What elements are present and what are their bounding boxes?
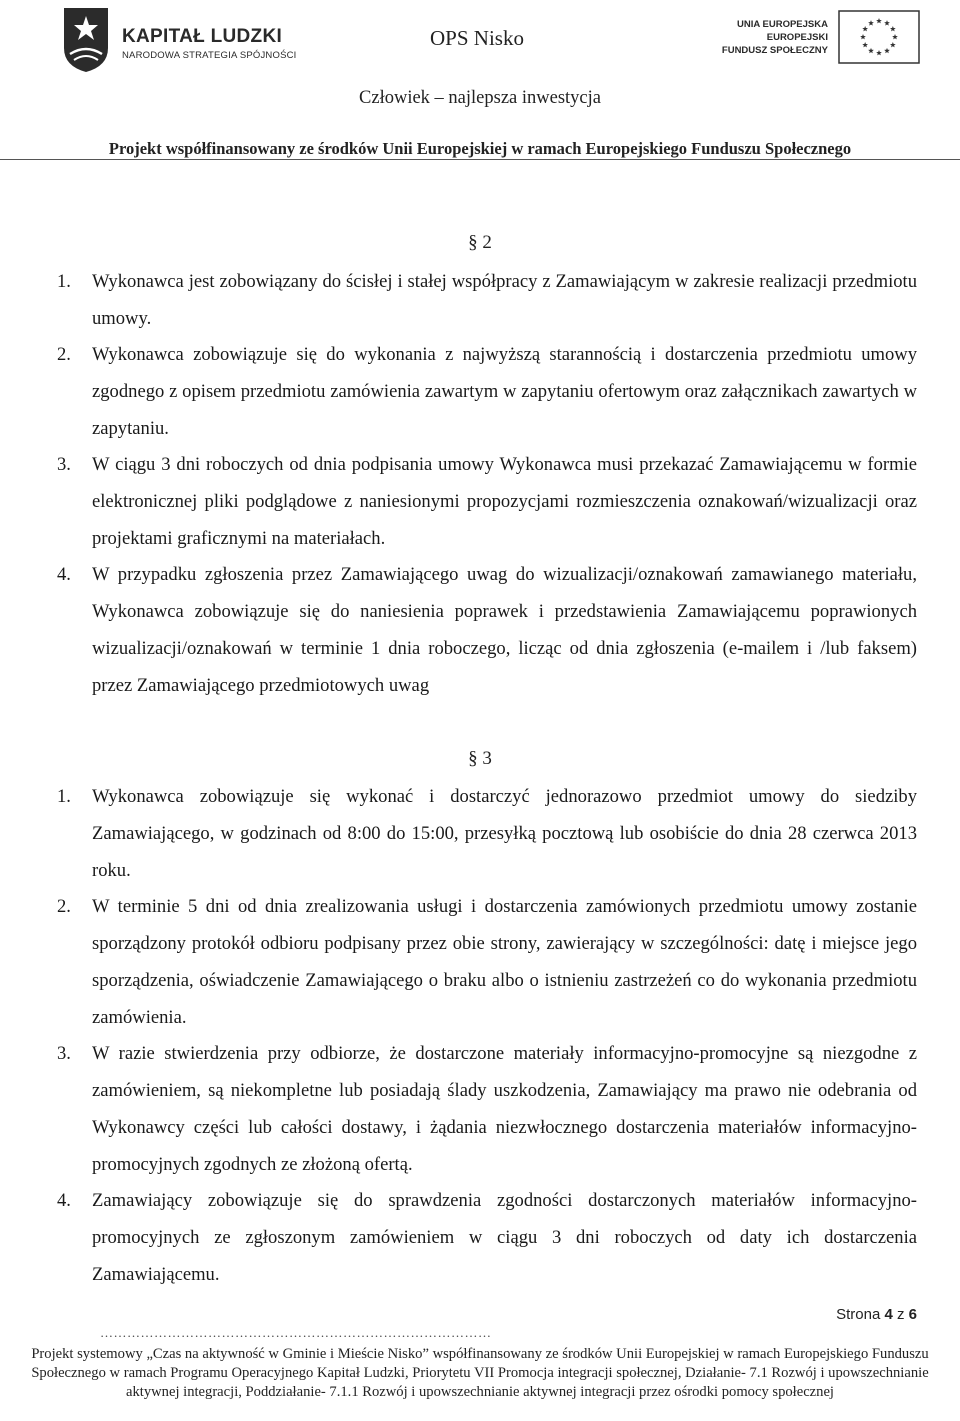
page-prefix: Strona [836,1306,881,1323]
item-text: Zamawiający zobowiązuje się do sprawdzenia zgodności dostarczonych materiałów informacyjno-promocyjnych ze zgłoszonym zamówieniem w ciągu 3 dni roboczych od daty ich dostarczenia Zamawiającemu. [92,1190,917,1285]
kapital-ludzki-logo [56,4,296,76]
section-2-title: § 2 [468,232,492,253]
eu-line-1: UNIA EUROPEJSKA [737,19,828,30]
item-number: 1. [57,271,71,292]
item-number: 3. [57,454,71,475]
item-number: 1. [57,786,71,807]
section-3-title: § 3 [468,748,492,769]
header-divider [0,159,960,160]
item-text: W terminie 5 dni od dnia zrealizowania usługi i dostarczenia zamówionych przedmiotu umowy zostanie sporządzony protokół odbioru podpisany przez obie strony, zawierający w szczególności: datę i miejsce jego sporządzenia, oświadczenie Zamawiającego o braku albo o istnieniu zastrzeżeń co do wykonania przedmiotu zamówienia. [92,896,917,1028]
section-3-item-4 [57,1182,917,1293]
page-total: 6 [908,1306,917,1323]
page-header [0,0,960,165]
eu-line-2: EUROPEJSKI [766,32,828,43]
section-2-item-3 [57,446,917,557]
section-3-item-3 [57,1035,917,1183]
kapital-ludzki-title: KAPITAŁ LUDZKI [122,26,283,47]
header-tagline: Człowiek – najlepsza inwestycja [359,88,601,108]
item-text: Wykonawca zobowiązuje się wykonać i dostarczyć jednorazowo przedmiot umowy do siedziby Zamawiającego, w godzinach od 8:00 do 15:00, przesyłką pocztową lub osobiście do dnia 28 czerwca 2013 roku. [92,786,917,881]
item-text: W ciągu 3 dni roboczych od dnia podpisania umowy Wykonawca musi przekazać Zamawiającemu w formie elektronicznej pliki podglądowe z naniesionymi propozycjami rozmieszczenia oznakowań/wizualizacji oraz projektami graficznymi na materiałach. [92,454,917,549]
item-number: 4. [57,564,71,585]
eu-logo [718,10,928,70]
page-current: 4 [884,1306,893,1323]
item-text: Wykonawca jest zobowiązany do ścisłej i stałej współpracy z Zamawiającym w zakresie realizacji przedmiotu umowy. [92,271,917,329]
section-3-item-2 [57,888,917,1036]
section-3-item-1 [57,778,917,889]
footer-dots: …………………………………………………………………………… [100,1325,492,1340]
eu-logo-text [722,18,828,57]
section-2-item-2 [57,336,917,447]
page-number [836,1306,917,1323]
eu-flag-icon [838,10,920,64]
header-center-title: OPS Nisko [430,26,524,50]
kapital-ludzki-subtitle: NARODOWA STRATEGIA SPÓJNOŚCI [122,50,297,61]
eu-line-3: FUNDUSZ SPOŁECZNY [721,45,828,56]
item-number: 4. [57,1190,71,1211]
section-2-item-1 [57,263,917,337]
item-text: W razie stwierdzenia przy odbiorze, że dostarczone materiały informacyjno-promocyjne są niezgodne z zamówieniem, są niekompletne lub posiadają ślady uszkodzenia, Zamawiający ma prawo nie odebrania od Wykonawcy części lub całości dostawy, i żądania niezwłocznego dostarczenia materiałów informacyjno-promocyjnych zgodnych ze złożoną ofertą. [92,1043,917,1175]
footer-project-text: Projekt systemowy „Czas na aktywność w Gminie i Mieście Nisko” współfinansowany ze środków Unii Europejskiej w ramach Europejskiego Funduszu Społecznego w ramach Programu Operacyjnego Kapitał Ludzki, Priorytetu VII Promocja integracji społecznej, Działanie- 7.1 Rozwój i upowszechnianie aktywnej integracji, Poddziałanie- 7.1.1 Rozwój i upowszechnianie aktywnej integracji przez ośrodki pomocy społecznej [31,1346,929,1400]
kapital-ludzki-emblem-icon [56,4,118,74]
item-text: W przypadku zgłoszenia przez Zamawiającego uwag do wizualizacji/oznakowań zamawianego materiału, Wykonawca zobowiązuje się do naniesienia poprawek i przedstawienia Zamawiającemu poprawionych wizualizacji/oznakowań w terminie 1 dnia roboczego, licząc od dnia zgłoszenia (e-mailem i /lub faksem) przez Zamawiającego przedmiotowych uwag [92,564,917,696]
page-separator: z [896,1306,905,1323]
header-cofinancing: Projekt współfinansowany ze środków Unii Europejskiej w ramach Europejskiego Funduszu Społecznego [108,139,852,158]
item-number: 2. [57,344,71,365]
item-text: Wykonawca zobowiązuje się do wykonania z najwyższą starannością i dostarczenia przedmiotu umowy zgodnego z opisem przedmiotu zamówienia zawartym w zapytaniu ofertowym oraz załącznikach zawartych w zapytaniu. [92,344,917,439]
item-number: 2. [57,896,71,917]
section-2-item-4 [57,556,917,704]
item-number: 3. [57,1043,71,1064]
